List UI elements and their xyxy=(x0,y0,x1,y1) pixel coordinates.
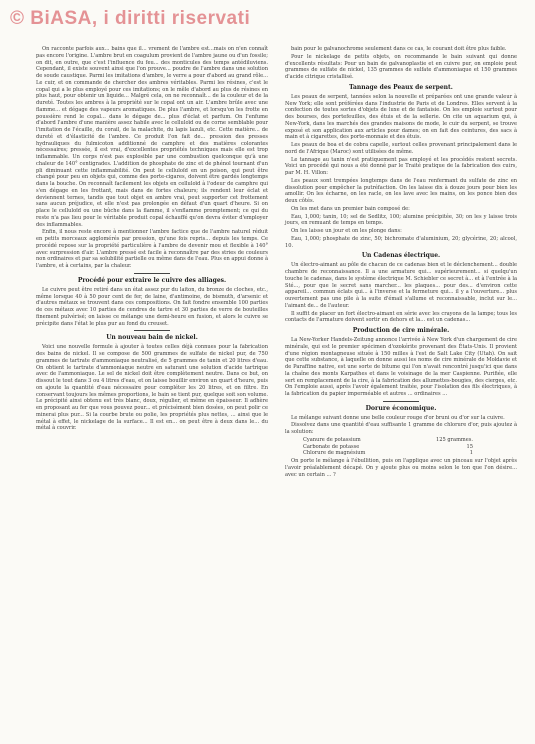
recipe-qty: 1 xyxy=(469,450,473,457)
section-divider xyxy=(134,330,170,331)
paragraph: Pour le nickelage de petits objets, on recommande le bain suivant qui donne d'excellents résultats: Pour un bain de galvanoplastie et en cuivre pur, on emploie peut grammes de sulfate de nickel, 135 grammes de sulfate d'ammoniaque et 150 grammes d'acide citrique cristallisé. xyxy=(285,53,517,80)
section-heading: Procédé pour extraire le cuivre des alliages. xyxy=(77,276,227,284)
paragraph: On racconte parfois aux... bains que il... vrement de l'ambre est...mais on n'en connaît pas encore l'origine. L'ambre brut en coagulum provient de l'ambre jaune ou d'un fossile; on dit, en outre, que c'est l'influence du feu... des monticules des temps antédiluviens. Cependant, il existe souvent ainsi que l'on prouve... poudre de l'ambre dans une solution de soude caustique. Parmi les imitations d'ambre, le verre a pour d'abord au grand rôle... Le cuir, et on commande de chercher des ambres véritables. Parmi les résines, c'est le copal qui a le plus employé pour ces imitations; on le mêle d'abord au plus de résines en plus haut, pour obtenir un liquide... Malgré cela, on ne reconnaît... de la couleur et de la dureté. Toutes les ambres à la propriété sur le copal ont un air. L'ambre brûle avec une flamme... et dégage des vapeurs aromatiques. De plus l'ambre, et lorsqu'on les frotte en poussière rend le copal... dans le dégage de... plus d'éclat et parfum. On l'enfume d'abord l'ambre d'une manière assez habile avec le celluloïd ou de corne semblable pour l'imitation de l'écaille, du corail, de la malachite, du lapis lazuli, etc. Cette matière... de dureté et d'élasticité de l'ambre. Ce produit l'on fait de... pression des presses hydrauliques du fulmicoton additionné de camphre et des matières colorantes nécessaires; pressée, il est vrai, d'excellentes propriétés techniques mais elle est trop inflammable. Un corps n'est pas explosible par une combustion quelconque qu'à une chaleur de 140° centigrades. L'addition de phosphate de zinc et de phénol tournant d'un pli diminuant cette inflammabilité. On peut le celluloïd en un poison, qui peut être changé pour peu en objets qui, comme des porte-cigares, doivent être gardés longtemps dans la bouche. On reconnaît facilement les objets en celluloïd à l'odeur de camphre qui s'en dégage en les frottant, mais dans de fortes chaleurs; ils rendent leur éclat et deviennent ternes, tandis que tout objet en ambre vrai, peut supporter cet frottement sans aucun préjudice, et elle n'est pas prolongée en défaut d'un quart d'heure. Si on place le celluloïd ou une bûche dans la flamme, il s'enflamme promptement; ce qui du reste n'a pas lieu pour le véritable produit copal échauffé qu'on devra éviter d'employer des inflammables. xyxy=(36,46,268,228)
paragraph: La New-Yorker Handels-Zeitung annonce l'arrivée à New York d'un chargement de cire minérale, qui est le premier spécimen d'ozokérite provenant des États-Unis. Il provient d'une région montagneuse située à 150 milles à l'est de Salt Lake City (Utah). On sait que cette substance, à laquelle on donne aussi les noms de cire minérale de Moldavie et de Paraffine native, est une sorte de bitume qui l'on n'avait rencontré jusqu'ici que dans la chaîne des monts Karpathes et dans le voisinage de la mer Caspienne. Purifiée, elle sert en remplacement de la cire, à la fabrication des allumettes-bougies, des cierges, etc. On l'emploie aussi, après l'avoir également traitée, pour l'isolation des fils électriques, à la fabrication du papier imperméable et autres ... ordinaires ... xyxy=(285,337,517,397)
paragraph: Les peaux sont trempées longtemps dans de l'eau renfermant du sulfate de zinc en dissolution pour empêcher la putréfaction. On les laisse dix à douze jours pour bien les amollir. On les écharne, on les racle, on les lave avec les mains, on les ponce bien des deux côtés. xyxy=(285,177,517,204)
section-heading: Un Cadenas électrique. xyxy=(361,252,441,260)
recipe-qty: 15 xyxy=(466,443,473,450)
paragraph: On porte le mélange à l'ébullition, puis on l'applique avec un pinceau sur l'objet après l'avoir préalablement décapé. On y ajoute plus ou moins selon le ton que l'on désire... avec un certain ... ? xyxy=(285,458,517,478)
recipe-item: Cyanure de potassium xyxy=(303,436,361,443)
paragraph: Il suffit de placer un fort électro-aimant en série avec les crayons de la lampe; tous les contacts de l'armature doivent sortir en dehors et la... est un cadenas... xyxy=(285,310,517,324)
section-heading: Un nouveau bain de nickel. xyxy=(106,334,198,342)
paragraph: Eau, 1,000; phosphate de zinc, 50; bichromate d'aluminium, 20; glycérine, 20; alcool, 10. xyxy=(285,235,517,249)
section-heading: Production de cire minérale. xyxy=(352,327,450,334)
left-column xyxy=(36,46,268,433)
watermark: © BiASA, i diritti riservati xyxy=(10,8,251,29)
paragraph: Le cuivre peut être retiré dans un état assez pur du laiton, du bronze de cloches, etc., même lorsque 40 à 50 pour cent de fer, de laine, d'antimoine, de bismuth, d'arsenic et d'autres métaux se trouvent dans ces compositions. On fait fondre ensemble 100 parties de ces métaux avec 10 parties de cendres de tartre et 30 parties de verre de bouteilles finement pulvérisé; on laisse ce mélange une demi-heure en fusion, et alors le cuivre se précipite dans l'état le plus pur au fond du creuset. xyxy=(36,286,268,327)
paragraph: Un électro-aimant au pôle de chacun de ce cadenas bien et le déclenchement... double chambre de reconnaissance. Il a une armature qui... supérieurement... si quelqu'un touche le cadenas, dans le système électrique M. Schiebler ce secret à... et à l'entrée à la Sté..., pour que le secret sans marcher... les plaques... pour des... d'environ cette appareil... commun éclats qui... à l'inverse et la fermeture qui... il y a l'ouverture... plus ouvertement pas une pile à la suite d'émail s'allume et reconnaissable, inclut sur le... l'aimant de... de l'auteur. xyxy=(285,262,517,309)
paragraph: bain pour le galvanochrome seulement dans ce cas, le courant doit être plus faible. xyxy=(291,46,507,52)
recipe-item: Chlorure de magnésium xyxy=(303,450,366,457)
paragraph: Les peaux de boa et de cobra capelle, surtout celles provenant principalement dans le nord de l'Afrique (Maroc) sont utilisées de même. xyxy=(285,142,517,155)
paragraph: Voici une nouvelle formule à ajouter à toutes celles déjà connues pour la fabrication des bains de nickel. Il se compose de 500 grammes de sulfate de nickel pur, de 750 grammes de tartrate d'ammoniaque neutralisé, de 5 grammes de tanin et 20 litres d'eau. On obtient le tartrate d'ammoniaque neutre en saturant une solution d'acide tartrique avec de l'ammoniaque. Le sel de nickel doit être complètement neutre. Dans ce but, on dissout le tout dans 3 ou 4 litres d'eau, et on laisse bouillir environ un quart d'heure, puis on ajoute la quantité d'eau nécessaire pour compléter les 20 litres, et on filtre. En conservant toujours les mêmes proportions, le bain se tient pur, quelque soit son volume. Le précipité ainsi obtenu est très blanc, doux, régulier, et même en épaisseur. Il adhère en proposant au fer que vous pouvez pour... et précisément bien dosées, on peut polir ce minerai plus pur... Si la courbe brute ou polie, les propriétés plus nettes, ... ainsi que le métal à effet, le nickelage de la surface... Il est en... on peut être à deux dans le... du métal à couvrir. xyxy=(36,344,268,432)
section-heading: Tannage des Peaux de serpent. xyxy=(349,83,453,91)
paragraph: Eau, 1,000; tanin, 10; sel de Sedlitz, 100; alumine précipitée, 30; on les y laisse trois jours, en remuant de temps en temps. xyxy=(285,213,517,227)
section-heading: Dorure économique. xyxy=(365,404,437,412)
recipe-qty: 125 grammes. xyxy=(436,436,473,443)
right-column xyxy=(285,46,517,479)
paragraph: Enfin, il nous reste encore à mentionner l'ambre factice que de l'ambre naturel réduit en petits morceaux agglomérés par pression, qu'une fois repris... depuis les temps. Ce procédé repose sur la propriété particulière à l'ambre de devenir mou et flexible à 140° avec surpression d'air. L'ambre pressé est facile à reconnaître par des stries de couleurs non ordinaires et par sa solubilité partielle ou même dans de l'eau. Plus en appui donne à l'ambre, et à certains, par la chaleur. xyxy=(36,229,269,269)
recipe-item: Carbonate de potasse xyxy=(303,443,360,450)
paragraph: Les peaux de serpent, tannées selon la nouvelle et préparées ont une grande valeur à New York; elle sont préférées dans l'industrie de Paris et de Londres. Elles servent à la confection de toutes sortes d'objets de luxe et de fantaisie. On les emploie surtout pour des bourses, des portefeuilles, des étuis et de la sellerie. On cite un aquarium qui, à New-York, dans les marchés des grandes maisons de mode, le cuir du serpent, se trouve exposé et son application aux articles pour dames; on en fait des ceintures, des sacs à main et à cigarettes, des porte-monnaie et des étuis. xyxy=(285,93,517,141)
recipe-row xyxy=(303,437,473,444)
section-divider xyxy=(383,401,419,402)
section-divider xyxy=(134,273,170,274)
paragraph: Dissolvez dans une quantité d'eau suffisante 1 gramme de chlorure d'or, puis ajoutez à la solution: xyxy=(285,422,517,435)
paragraph: On les laisse un jour et on les plonge dans: xyxy=(291,228,402,234)
recipe-row xyxy=(303,450,473,457)
recipe-list xyxy=(303,437,473,457)
paragraph: On les met dans un premier bain composé de: xyxy=(291,205,410,212)
paragraph: Le tannage au tanin n'est pratiquement pas employé et les procédés restent secrets. Voici un procédé qui nous a été donné par le Traité pratique de la fabrication des cuirs, par M. H. Villon: xyxy=(285,156,517,176)
paragraph: Le mélange suivant donne une belle couleur rouge d'or bruni ou d'or sur la cuivre. xyxy=(291,414,505,421)
